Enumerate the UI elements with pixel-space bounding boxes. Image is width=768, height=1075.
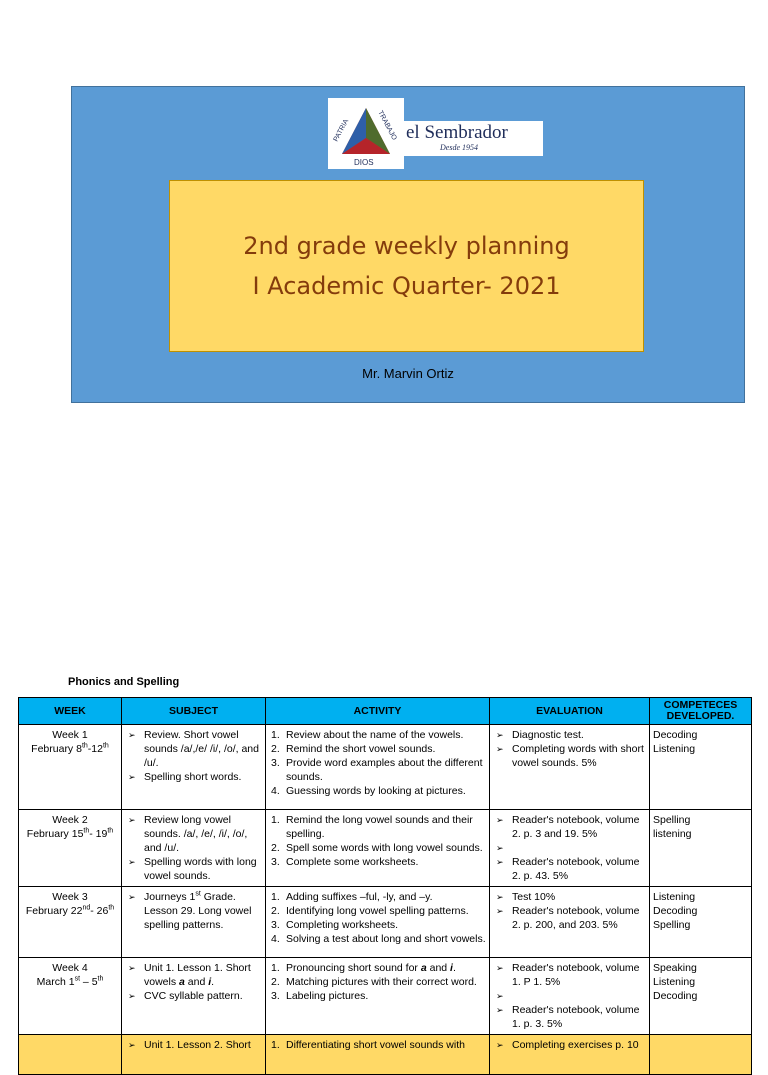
table-row [19, 725, 752, 810]
subject-cell [122, 725, 266, 810]
logo-text-block [404, 121, 543, 156]
document-subtitle: I Academic Quarter- 2021 [252, 272, 561, 300]
list-item: ➢ Reader's notebook, volume 1. P 1. 5% [493, 961, 646, 989]
week-dates: February 22nd- 26th [25, 904, 115, 917]
school-logo [328, 98, 543, 169]
list-item: 1. Review about the name of the vowels. [271, 729, 464, 741]
week-cell [19, 725, 122, 810]
list-item: 4. Solving a test about long and short vowels. [271, 933, 486, 945]
activity-cell [266, 887, 490, 958]
list-item: ➢ Journeys 1st Grade. Lesson 29. Long vowel spelling patterns. [125, 890, 262, 932]
header-competences: COMPETECES DEVELOPED. [650, 698, 752, 725]
list-item: 1. Adding suffixes –ful, -ly, and –y. [271, 891, 433, 903]
list-item: ➢ Spelling words with long vowel sounds. [125, 855, 262, 883]
list-item: 2. Spell some words with long vowel sounds. [271, 842, 483, 854]
table-row [19, 1035, 752, 1075]
evaluation-cell [490, 958, 650, 1035]
table-header-row [19, 698, 752, 725]
list-item: 1. Pronouncing short sound for a and i. [271, 962, 456, 974]
list-item: 3. Completing worksheets. [271, 919, 399, 931]
evaluation-cell [490, 725, 650, 810]
list-item: ➢ Test 10% [493, 890, 646, 904]
section-title: Phonics and Spelling [68, 676, 180, 688]
week-label: Week 4 [52, 962, 88, 974]
competences-cell [650, 958, 752, 1035]
list-item: ➢ Unit 1. Lesson 1. Short vowels a and i. [125, 961, 262, 989]
list-item: 3. Provide word examples about the different sounds. [271, 757, 483, 783]
table-row [19, 887, 752, 958]
competences-cell [650, 887, 752, 958]
competence: Listening [653, 976, 696, 988]
list-item: ➢ Reader's notebook, volume 2. p. 3 and 19. 5% [493, 813, 646, 841]
evaluation-cell [490, 810, 650, 887]
spacer [493, 841, 646, 855]
week-cell [19, 810, 122, 887]
competence: Listening [653, 743, 696, 755]
week-dates: March 1st – 5th [36, 975, 104, 988]
subject-cell [122, 958, 266, 1035]
competence: Decoding [653, 990, 698, 1002]
school-name: el Sembrador [406, 122, 508, 143]
competence: Spelling [653, 919, 691, 931]
list-item: 4. Guessing words by looking at pictures. [271, 785, 466, 797]
title-box [169, 180, 644, 352]
header-evaluation: EVALUATION [490, 698, 650, 725]
competences-cell [650, 725, 752, 810]
spacer [493, 989, 646, 1003]
school-founded: Desde 1954 [440, 143, 478, 152]
header-activity: ACTIVITY [266, 698, 490, 725]
week-cell [19, 887, 122, 958]
weekly-plan-table [18, 697, 752, 1075]
header-week: WEEK [19, 698, 122, 725]
week-dates: February 15th- 19th [26, 827, 114, 840]
logo-emblem [328, 98, 404, 169]
competence: Speaking [653, 962, 697, 974]
list-item: ➢ Completing exercises p. 10 [493, 1038, 646, 1052]
header-subject: SUBJECT [122, 698, 266, 725]
logo-word-patria: PATRIA [332, 118, 351, 143]
week-label: Week 3 [52, 891, 88, 903]
competence: listening [653, 828, 692, 840]
list-item: ➢ Reader's notebook, volume 2. p. 200, and 203. 5% [493, 904, 646, 932]
subject-cell [122, 887, 266, 958]
table-row [19, 958, 752, 1035]
subject-cell [122, 1035, 266, 1075]
list-item: 1. Remind the long vowel sounds and their spelling. [271, 814, 473, 840]
activity-cell [266, 810, 490, 887]
list-item: 2. Matching pictures with their correct word. [271, 976, 477, 988]
week-label: Week 2 [52, 814, 88, 826]
list-item: ➢ Reader's notebook, volume 2. p. 43. 5% [493, 855, 646, 883]
week-cell [19, 1035, 122, 1075]
list-item: ➢ CVC syllable pattern. [125, 989, 262, 1003]
logo-word-trabajo: TRABAJO [376, 109, 398, 142]
list-item: ➢ Unit 1. Lesson 2. Short [125, 1038, 262, 1052]
competences-cell [650, 810, 752, 887]
triangle-emblem-icon [328, 98, 404, 169]
activity-cell [266, 725, 490, 810]
list-item: ➢ Spelling short words. [125, 770, 262, 784]
list-item: ➢ Diagnostic test. [493, 728, 646, 742]
evaluation-cell [490, 1035, 650, 1075]
competence: Decoding [653, 729, 698, 741]
list-item: ➢ Completing words with short vowel sounds. 5% [493, 742, 646, 770]
list-item: 3. Complete some worksheets. [271, 856, 419, 868]
list-item: 2. Remind the short vowel sounds. [271, 743, 436, 755]
week-dates: February 8th-12th [31, 742, 109, 755]
list-item: ➢ Reader's notebook, volume 1. p. 3. 5% [493, 1003, 646, 1031]
activity-cell [266, 958, 490, 1035]
document-title: 2nd grade weekly planning [243, 232, 570, 260]
teacher-name: Mr. Marvin Ortiz [362, 366, 454, 381]
list-item: 2. Identifying long vowel spelling patterns. [271, 905, 469, 917]
evaluation-cell [490, 887, 650, 958]
list-item: ➢ Review. Short vowel sounds /a/,/e/ /i/, /o/, and /u/. [125, 728, 262, 770]
list-item: ➢ Review long vowel sounds. /a/, /e/, /i/, /o/, and /u/. [125, 813, 262, 855]
list-item: 3. Labeling pictures. [271, 990, 369, 1002]
week-label: Week 1 [52, 729, 88, 741]
competence: Decoding [653, 905, 698, 917]
competences-cell [650, 1035, 752, 1075]
week-cell [19, 958, 122, 1035]
competence: Spelling [653, 814, 691, 826]
competence: Listening [653, 891, 696, 903]
subject-cell [122, 810, 266, 887]
logo-word-dios: DIOS [354, 158, 374, 167]
list-item: 1. Differentiating short vowel sounds with [271, 1039, 465, 1051]
activity-cell [266, 1035, 490, 1075]
table-row [19, 810, 752, 887]
